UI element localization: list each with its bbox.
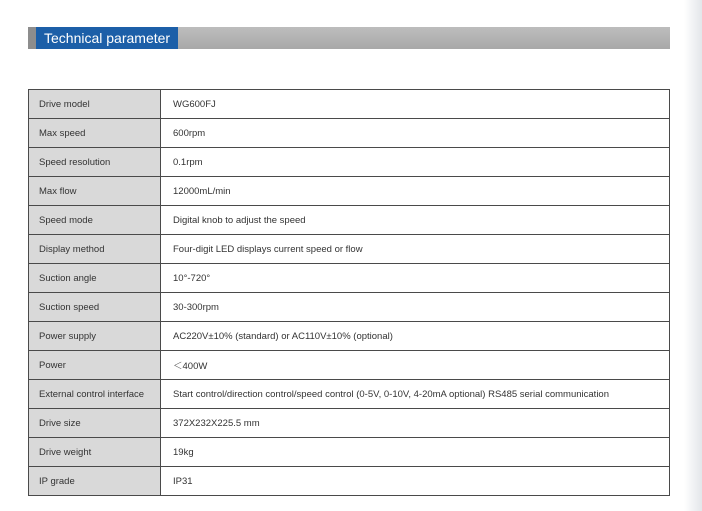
section-header-accent xyxy=(28,27,36,49)
param-label: Power xyxy=(29,351,161,380)
param-label: Display method xyxy=(29,235,161,264)
param-value: 600rpm xyxy=(161,119,670,148)
param-value: 30-300rpm xyxy=(161,293,670,322)
table-row xyxy=(29,235,670,264)
table-row xyxy=(29,438,670,467)
technical-parameter-table xyxy=(28,89,670,496)
param-label: Drive model xyxy=(29,90,161,119)
table-row xyxy=(29,351,670,380)
param-value: 19kg xyxy=(161,438,670,467)
table-row xyxy=(29,177,670,206)
param-value: 12000mL/min xyxy=(161,177,670,206)
table-row xyxy=(29,90,670,119)
param-value: 10°-720° xyxy=(161,264,670,293)
param-label: Suction speed xyxy=(29,293,161,322)
table-row xyxy=(29,264,670,293)
section-title: Technical parameter xyxy=(36,27,178,49)
table-row xyxy=(29,206,670,235)
table-row xyxy=(29,409,670,438)
page-edge-shadow xyxy=(684,0,702,511)
param-value: Four-digit LED displays current speed or flow xyxy=(161,235,670,264)
table-row xyxy=(29,293,670,322)
param-value: ＜400W xyxy=(161,351,670,380)
param-value: 0.1rpm xyxy=(161,148,670,177)
param-label: Speed resolution xyxy=(29,148,161,177)
table-row xyxy=(29,119,670,148)
param-value: WG600FJ xyxy=(161,90,670,119)
param-value: Digital knob to adjust the speed xyxy=(161,206,670,235)
param-label: Suction angle xyxy=(29,264,161,293)
param-value: AC220V±10% (standard) or AC110V±10% (optional) xyxy=(161,322,670,351)
param-label: Drive weight xyxy=(29,438,161,467)
param-label: External control interface xyxy=(29,380,161,409)
table-row xyxy=(29,380,670,409)
param-label: Max flow xyxy=(29,177,161,206)
param-label: Power supply xyxy=(29,322,161,351)
section-header-bar xyxy=(28,27,670,49)
param-value: 372X232X225.5 mm xyxy=(161,409,670,438)
table-row xyxy=(29,322,670,351)
param-label: Speed mode xyxy=(29,206,161,235)
param-value: Start control/direction control/speed control (0-5V, 0-10V, 4-20mA optional) RS485 serial communication xyxy=(161,380,670,409)
table-row xyxy=(29,148,670,177)
table-row xyxy=(29,467,670,496)
param-value: IP31 xyxy=(161,467,670,496)
param-label: Drive size xyxy=(29,409,161,438)
param-label: Max speed xyxy=(29,119,161,148)
param-label: IP grade xyxy=(29,467,161,496)
